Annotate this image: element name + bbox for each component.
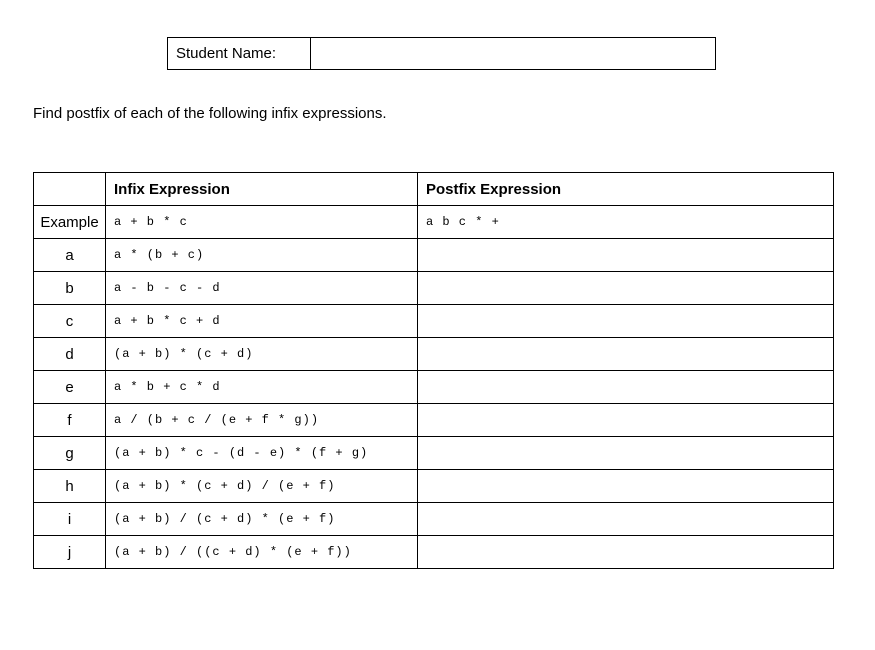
infix-cell: (a + b) / ((c + d) * (e + f)) bbox=[106, 536, 418, 569]
header-infix: Infix Expression bbox=[106, 173, 418, 206]
postfix-answer-cell[interactable] bbox=[418, 371, 834, 404]
postfix-cell: a b c * + bbox=[418, 206, 834, 239]
infix-cell: a + b * c + d bbox=[106, 305, 418, 338]
infix-cell: a * (b + c) bbox=[106, 239, 418, 272]
table-row bbox=[34, 470, 834, 503]
student-name-row bbox=[168, 38, 716, 70]
postfix-answer-cell[interactable] bbox=[418, 503, 834, 536]
table-row bbox=[34, 503, 834, 536]
student-name-field[interactable] bbox=[311, 38, 716, 70]
infix-cell: (a + b) / (c + d) * (e + f) bbox=[106, 503, 418, 536]
table-row bbox=[34, 371, 834, 404]
postfix-answer-cell[interactable] bbox=[418, 536, 834, 569]
postfix-answer-cell[interactable] bbox=[418, 239, 834, 272]
infix-cell: a * b + c * d bbox=[106, 371, 418, 404]
infix-cell: (a + b) * (c + d) bbox=[106, 338, 418, 371]
row-label: b bbox=[34, 272, 106, 305]
infix-cell: (a + b) * (c + d) / (e + f) bbox=[106, 470, 418, 503]
row-label: f bbox=[34, 404, 106, 437]
row-label: i bbox=[34, 503, 106, 536]
postfix-answer-cell[interactable] bbox=[418, 437, 834, 470]
infix-cell: (a + b) * c - (d - e) * (f + g) bbox=[106, 437, 418, 470]
row-label: e bbox=[34, 371, 106, 404]
row-label: j bbox=[34, 536, 106, 569]
infix-cell: a - b - c - d bbox=[106, 272, 418, 305]
infix-cell: a / (b + c / (e + f * g)) bbox=[106, 404, 418, 437]
table-row bbox=[34, 239, 834, 272]
table-row bbox=[34, 206, 834, 239]
student-name-table bbox=[167, 37, 716, 70]
row-label: h bbox=[34, 470, 106, 503]
table-row bbox=[34, 404, 834, 437]
table-row bbox=[34, 305, 834, 338]
postfix-answer-cell[interactable] bbox=[418, 338, 834, 371]
postfix-answer-cell[interactable] bbox=[418, 272, 834, 305]
student-name-label: Student Name: bbox=[168, 38, 311, 70]
table-row bbox=[34, 437, 834, 470]
instruction-text: Find postfix of each of the following infix expressions. bbox=[33, 105, 387, 122]
expression-table bbox=[33, 172, 834, 569]
table-row bbox=[34, 272, 834, 305]
row-label: d bbox=[34, 338, 106, 371]
postfix-answer-cell[interactable] bbox=[418, 404, 834, 437]
infix-cell: a + b * c bbox=[106, 206, 418, 239]
row-label: g bbox=[34, 437, 106, 470]
table-row bbox=[34, 338, 834, 371]
row-label: c bbox=[34, 305, 106, 338]
postfix-answer-cell[interactable] bbox=[418, 305, 834, 338]
row-label: Example bbox=[34, 206, 106, 239]
header-postfix: Postfix Expression bbox=[418, 173, 834, 206]
table-row bbox=[34, 536, 834, 569]
header-label-cell bbox=[34, 173, 106, 206]
row-label: a bbox=[34, 239, 106, 272]
table-header-row bbox=[34, 173, 834, 206]
postfix-answer-cell[interactable] bbox=[418, 470, 834, 503]
